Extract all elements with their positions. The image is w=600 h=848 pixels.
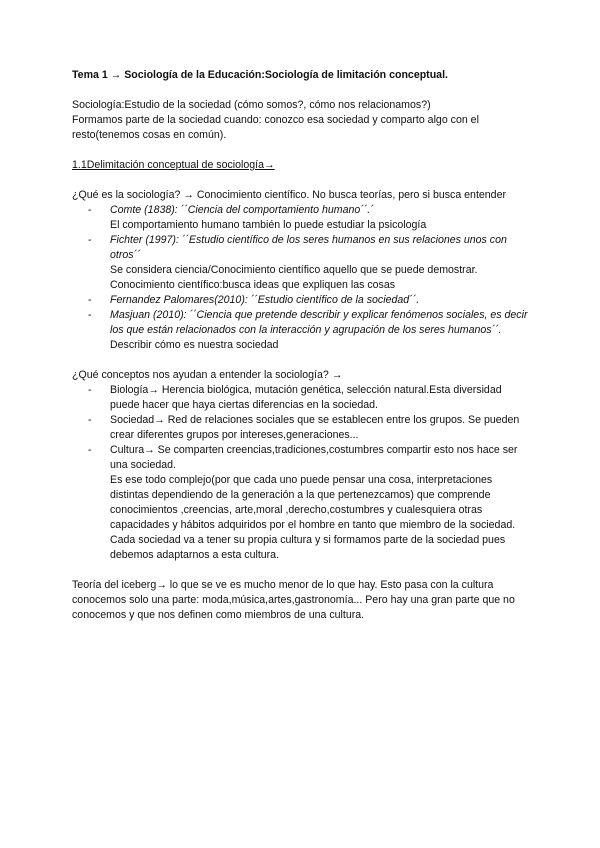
concepts-list [72,383,532,563]
intro-line: Formamos parte de la sociedad cuando: conozco esa sociedad y comparto algo con el resto(tenemos cosas en común). [72,114,479,141]
definition-quote: Fichter (1997): ´´Estudio científico de los seres humanos en sus relaciones unos con otros´´ [110,234,507,261]
list-item [72,233,532,293]
intro-line: Sociología:Estudio de la sociedad (cómo somos?, cómo nos relacionamos?) [72,99,431,111]
concept-extra: Cada sociedad va a tener su propia cultura y si formamos parte de la sociedad pues debemos adaptarnos a esta cultura. [110,534,506,561]
section-heading: 1.1Delimitación conceptual de sociología→ [72,159,275,171]
question-block-1 [72,188,532,353]
definition-note: Se considera ciencia/Conocimiento científico aquello que se puede demostrar. [110,264,478,276]
iceberg-paragraph: Teoría del iceberg→ lo que se ve es mucho menor de lo que hay. Esto pasa con la cultura conocemos solo una parte: moda,música,artes,gastronomía... Pero hay una gran parte que no conocemos y que nos definen como miembros de una cultura. [72,579,515,621]
list-item [72,443,532,563]
intro-block [72,98,532,143]
document-title: Tema 1 → Sociología de la Educación:Sociología de limitación conceptual. [72,69,448,81]
concept-text: Biología→ Herencia biológica, mutación genética, selección natural.Esta diversidad puede hacer que haya ciertas diferencias en la sociedad. [110,384,502,411]
list-item [72,203,532,233]
list-item [72,293,532,308]
question-text: ¿Qué es la sociología? → Conocimiento científico. No busca teorías, pero si busca entender [72,189,506,201]
list-item [72,413,532,443]
definitions-list [72,203,532,353]
concept-text: Cultura→ Se comparten creencias,tradiciones,costumbres compartir esto nos hace ser una sociedad. [110,444,518,471]
definition-note: Conocimiento científico:busca ideas que expliquen las cosas [110,279,396,291]
definition-quote: Masjuan (2010): ´´Ciencia que pretende describir y explicar fenómenos sociales, es decir los que están relacionados con la interacción y agrupación de los seres humanos´´. [110,309,528,336]
concept-text: Sociedad→ Red de relaciones sociales que se establecen entre los grupos. Se pueden crear diferentes grupos por intereses,generaciones... [110,414,520,441]
definition-quote: Fernandez Palomares(2010): ´´Estudio científico de la sociedad´´. [110,294,420,306]
list-item [72,308,532,353]
definition-note: Describir cómo es nuestra sociedad [110,339,279,351]
definition-note: El comportamiento humano también lo puede estudiar la psicología [110,219,427,231]
definition-quote: Comte (1838): ´´Ciencia del comportamiento humano´´.´ [110,204,374,216]
document-page [72,68,532,623]
concept-extra: Es ese todo complejo(por que cada uno puede pensar una cosa, interpretaciones distintas dependiendo de la generación a la que pertenezcamos) que comprende conocimientos ,creencias, arte,moral ,derecho,costumbres y cualesquiera otras capacidades y hábitos adquiridos por el hombre en tanto que miembro de la sociedad. [110,474,516,531]
question-text: ¿Qué conceptos nos ayudan a entender la sociología? → [72,369,343,381]
question-block-2 [72,368,532,563]
list-item [72,383,532,413]
